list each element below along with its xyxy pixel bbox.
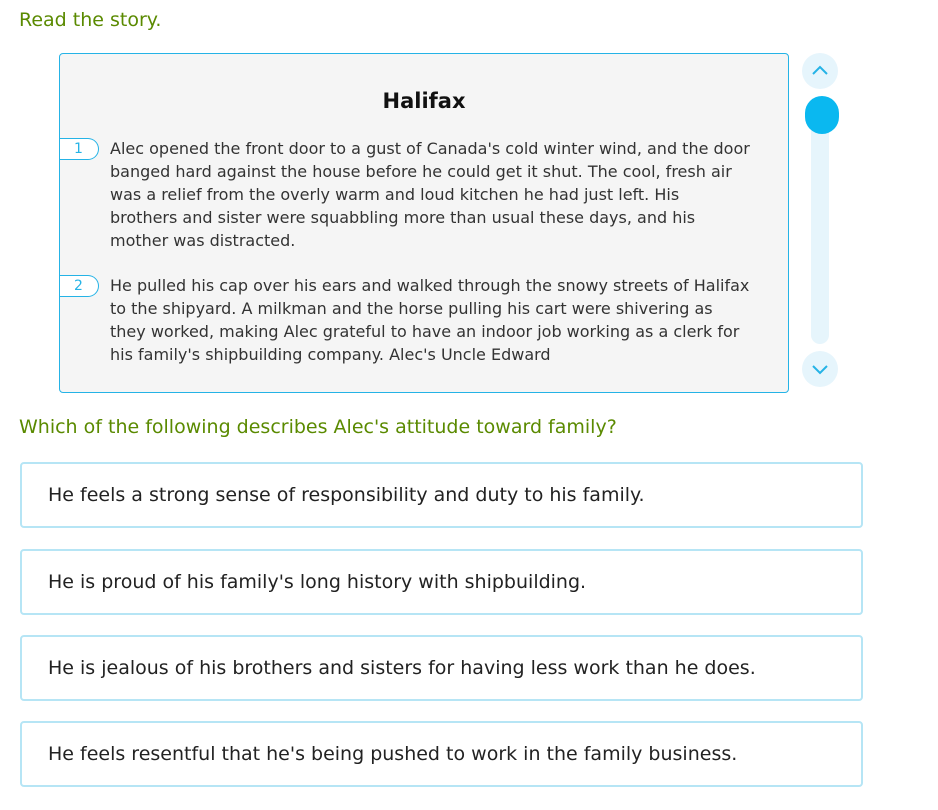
paragraph-number-badge: 1 <box>59 138 99 160</box>
scrollbar-thumb[interactable] <box>805 96 839 134</box>
paragraph-number-badge: 2 <box>59 275 99 297</box>
scroll-up-button[interactable] <box>802 53 838 89</box>
answer-option[interactable]: He is jealous of his brothers and sisters for having less work than he does. <box>20 635 863 701</box>
story-panel[interactable] <box>59 53 789 393</box>
answer-option[interactable]: He is proud of his family's long history with shipbuilding. <box>20 549 863 615</box>
chevron-up-icon <box>810 61 830 81</box>
story-paragraph: Alec opened the front door to a gust of Canada's cold winter wind, and the door banged hard against the house before he could get it shut. The cool, fresh air was a relief from the overly warm and loud kitchen he had just left. His brothers and sister were squabbling more than usual these days, and his mother was distracted. <box>110 139 750 250</box>
instruction-text: Read the story. <box>19 9 162 31</box>
scroll-down-button[interactable] <box>802 351 838 387</box>
answer-option[interactable]: He feels resentful that he's being pushed to work in the family business. <box>20 721 863 787</box>
story-paragraph: He pulled his cap over his ears and walked through the snowy streets of Halifax to the shipyard. A milkman and the horse pulling his cart were shivering as they worked, making Alec grateful to have an indoor job working as a clerk for his family's shipbuilding company. Alec's Uncle Edward <box>110 276 750 364</box>
question-text: Which of the following describes Alec's attitude toward family? <box>19 416 617 438</box>
chevron-down-icon <box>810 359 830 379</box>
story-title: Halifax <box>382 89 466 113</box>
answer-option[interactable]: He feels a strong sense of responsibility and duty to his family. <box>20 462 863 528</box>
